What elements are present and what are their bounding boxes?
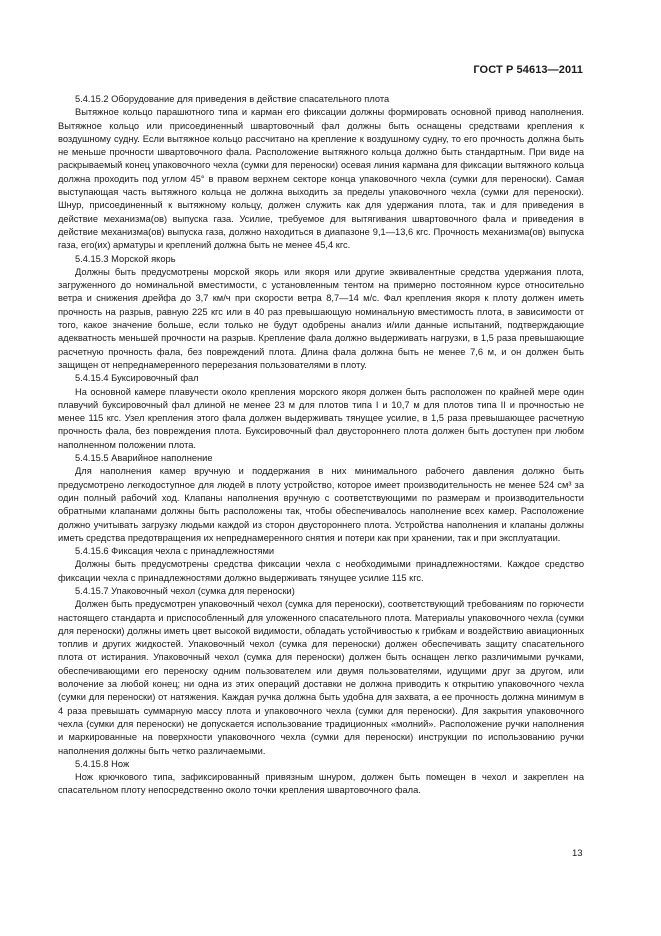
section-heading: 5.4.15.4 Буксировочный фал [75,373,199,384]
body-paragraph: Должны быть предусмотрены средства фиксации чехла с необходимыми принадлежностями. Каждое средство фиксации чехла с принадлежностями должно выдерживать тянущее усилие 115 кгс. [58,559,584,583]
section-heading: 5.4.15.2 Оборудование для приведения в действие спасательного плота [75,94,390,104]
body-paragraph: Должны быть предусмотрены морской якорь или якоря или другие эквивалентные средства удержания плота, загруженного до номинальной вместимости, с установленным тентом на примерно постоянном курсе относительно ветра и снижения дрейфа до 3,7 км/ч при скорости ветра 8,7—14 м/с. Фал крепления якоря к плоту должен иметь прочность на разрыв, равную 225 кгс или в 40 раз превышающую номинальную вместимость плота, в зависимости от того, какое значение больше, если только не будут одобрены анализ и/или данные испытаний, подтверждающие адекватность меньшей прочности на разрыв. Крепление фала должно выдерживать нагрузки, в 1,5 раза превышающие расчетную прочность фала, без повреждений плота. Длина фала должна быть не менее 7,6 м, и он должен быть защищен от непреднамеренного перерезания пользователями в плоту. [58,266,584,370]
document-body [58,93,584,798]
page-number: 13 [572,848,583,859]
section-heading: 5.4.15.7 Упаковочный чехол (сумка для переноски) [75,585,295,596]
body-paragraph: Вытяжное кольцо парашютного типа и карман его фиксации должны формировать основной привод наполнения. Вытяжное кольцо или присоединенный швартовочный фал должны быть оснащены средствами крепления к воздушному судну. Если вытяжное кольцо рассчитано на крепление к воздушному судну, то его прочность должна быть не меньше прочности швартовочного фала. Расположение вытяжного кольца должно быть стандартным. При виде на раскрываемый конец упаковочного чехла (сумки для переноски) осевая линия кармана для фиксации вытяжного кольца должна проходить под углом 45° в правом верхнем секторе конца упаковочного чехла (сумки для переноски). Самая выступающая часть вытяжного кольца не должна выходить за пределы упаковочного чехла (сумки для переноски). Шнур, присоединенный к вытяжному кольцу, должен служить как для удержания плота, так и для приведения в действие механизма(ов) выпуска газа. Усилие, требуемое для вытягивания швартовочного фала и приведения в действие механизма(ов) выпуска газа, должно находиться в диапазоне 9,1—13,6 кгс. Прочность механизма(ов) выпуска газа, его(их) арматуры и креплений должна быть не менее 45,4 кгс. [58,107,584,251]
section-heading: 5.4.15.8 Нож [75,758,130,769]
body-paragraph: Нож крючкового типа, зафиксированный привязным шнуром, должен быть помещен в чехол и закреплен на спасательном плоту непосредственно около точки крепления швартовочного фала. [58,772,584,796]
body-paragraph: Для наполнения камер вручную и поддержания в них минимального рабочего давления должно быть предусмотрено легкодоступное для людей в плоту устройство, которое имеет производительность не менее 524 см³ за один полный рабочий ход. Клапаны наполнения вручную с соответствующими по размерам и производительности обратными клапанами должны быть расположены так, чтобы обеспечивалось наполнение всех камер. Расположение должно учитывать загрузку людьми каждой из сторон двустороннего плота. Устройства наполнения и клапаны должны иметь средства предотвращения их непреднамеренного снятия и потери как при хранении, так и при эксплуатации. [58,466,584,543]
body-paragraph: На основной камере плавучести около крепления морского якоря должен быть расположен по крайней мере один плавучий буксировочный фал длиной не менее 23 м для плотов типа I и 10,7 м для плотов типа II и прочностью не менее 115 кгс. Узел крепления этого фала должен выдерживать тянущее усилие, в 1,5 раза превышающее расчетную прочность фала, без повреждения плота. Буксировочный фал двустороннего плота должен быть доступен при любом наполненном положении плота. [58,386,584,450]
document-header: ГОСТ Р 54613—2011 [473,64,583,76]
section-heading: 5.4.15.3 Морской якорь [75,253,176,264]
section-heading: 5.4.15.5 Аварийное наполнение [75,453,213,464]
section-heading: 5.4.15.6 Фиксация чехла с принадлежностями [75,546,275,557]
body-paragraph: Должен быть предусмотрен упаковочный чехол (сумка для переноски), соответствующий требованиям по горючести настоящего стандарта и приспособленный для уложенного спасательного плота. Материалы упаковочного чехла (сумки для переноски) должны иметь цвет высокой видимости, обладать устойчивостью к грибкам и воздействию авиационных топлив и других жидкостей. Упаковочный чехол (сумка для переноски) должен обеспечивать защиту спасательного плота от истирания. Упаковочный чехол (сумка для переноски) должен быть оснащен легко различимыми ручками, обеспечивающими его переноску одним пользователем или двумя пользователями, идущими друг за другом, или волочение за любой конец; ни одна из этих операций доставки не должна приводить к открытию упаковочного чехла (сумки для переноски) от натяжения. Каждая ручка должна быть удобна для захвата, а ее прочность должна минимум в 4 раза превышать суммарную массу плота и упаковочного чехла (сумки для переноски). Для закрытия упаковочного чехла (сумки для переноски) не допускается использование традиционных «молний». Расположение ручки наполнения и маркированные на поверхности упаковочного чехла (сумки для переноски) инструкции по использованию ручки наполнения должны быть четко различаемыми. [58,599,584,756]
